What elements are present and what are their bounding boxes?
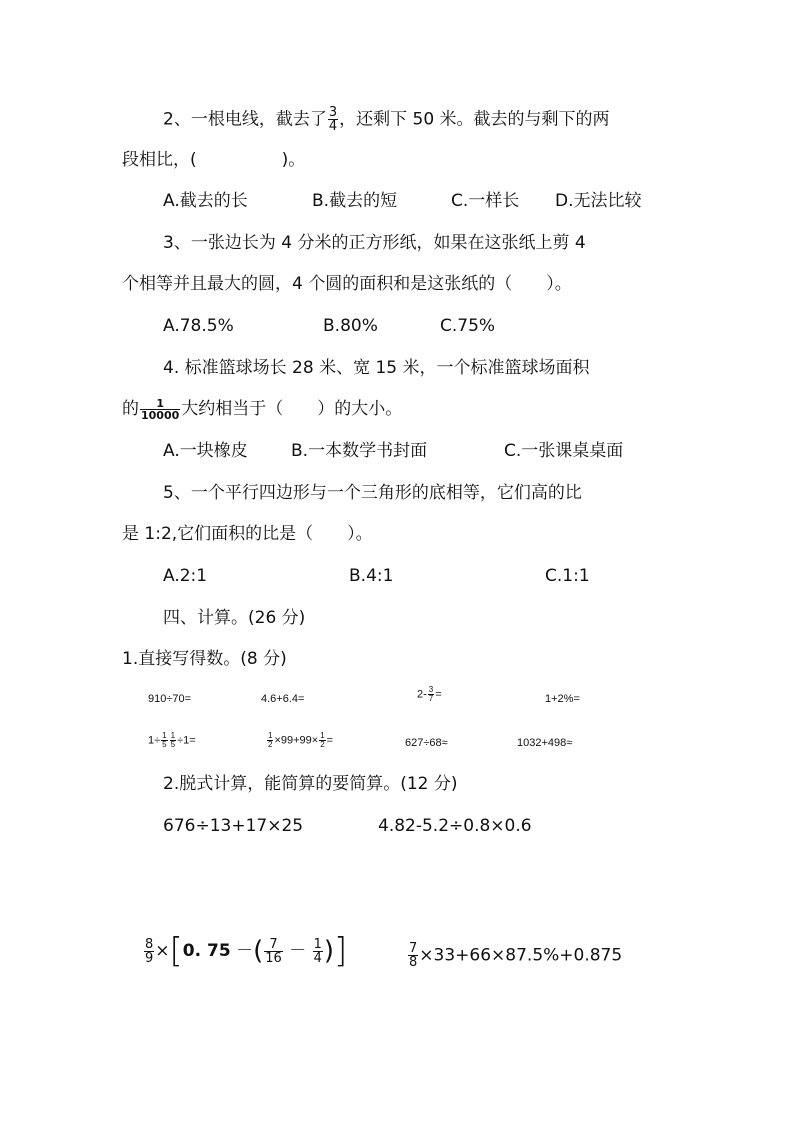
fraction: $\frac{8}{9}$: [145, 936, 154, 966]
q5-option-c: C.1:1: [545, 566, 590, 586]
q4-option-c: C.一张课桌桌面: [504, 441, 624, 461]
q5-option-a: A.2:1: [163, 566, 208, 586]
q4-option-b: B.一本数学书封面: [291, 441, 428, 461]
section-heading: 四、计算。(26 分): [163, 608, 306, 628]
subsection-heading: 1.直接写得数。(8 分): [122, 649, 287, 669]
q5-line2: 是 1:2,它们面积的比是（ ）。: [122, 524, 373, 544]
q5-option-b: B.4:1: [349, 566, 394, 586]
q3-line1: 3、一张边长为 4 分米的正方形纸，如果在这张纸上剪 4: [163, 233, 586, 253]
calc-expression-2: 4.82-5.2÷0.8×0.6: [378, 816, 532, 836]
fraction: $\frac{3}{4}$: [328, 105, 338, 134]
q3-option-a: A.78.5%: [163, 316, 234, 336]
q3-option-b: B.80%: [323, 316, 378, 336]
oral-item: 1÷ $\frac{1}{5}$ $\frac{1}{5}$ ÷1=: [148, 731, 196, 749]
fraction: $\frac{7}{16}$: [265, 936, 282, 966]
calc-expression-3: $\frac{8}{9}$ ×[0. 75 －( $\frac{7}{16}$ － $\frac{1}{4}$ )]: [145, 931, 348, 971]
q2-option-a: A.截去的长: [163, 191, 248, 211]
oral-item: 910÷70=: [148, 693, 192, 705]
fraction: $\frac{1}{5}$: [170, 731, 176, 749]
oral-item: 2- $\frac{3}{7}$ =: [417, 685, 442, 703]
fraction: $\frac{1}{2}$: [320, 731, 325, 749]
oral-item: 4.6+6.4=: [261, 693, 305, 705]
q4-line1: 4. 标准篮球场长 28 米、宽 15 米，一个标准篮球场面积: [163, 358, 590, 378]
q2-option-b: B.截去的短: [312, 191, 398, 211]
fraction: $\frac{1}{2}$: [268, 731, 273, 749]
q2-line1: 2、一根电线，截去了 $\frac{3}{4}$ ，还剩下 50 米。截去的与剩下的两: [163, 105, 610, 134]
q2-line2: 段相比，( )。: [122, 150, 306, 170]
oral-item: 1+2%=: [545, 693, 580, 705]
calc-expression-1: 676÷13+17×25: [163, 816, 304, 836]
fraction: $\frac{7}{8}$: [409, 941, 418, 970]
calc-expression-4: $\frac{7}{8}$ ×33+66×87.5%+0.875: [409, 941, 623, 970]
fraction: $\frac{1}{5}$: [162, 731, 167, 749]
oral-item: $\frac{1}{2}$ ×99+99× $\frac{1}{2}$ =: [268, 731, 334, 749]
q2-option-d: D.无法比较: [555, 191, 642, 211]
q4-option-a: A.一块橡皮: [163, 441, 248, 461]
q3-line2: 个相等并且最大的圆，4 个圆的面积和是这张纸的（ ）。: [122, 274, 572, 294]
subsection-heading: 2.脱式计算，能简算的要简算。(12 分): [163, 774, 458, 794]
fraction: $\frac{1}{10000}$: [141, 396, 180, 422]
fraction: $\frac{1}{4}$: [313, 936, 322, 966]
fraction: $\frac{3}{7}$: [428, 685, 434, 703]
oral-item: 627÷68≈: [405, 737, 448, 749]
q3-option-c: C.75%: [440, 316, 496, 336]
q4-line2: 的 $\frac{1}{10000}$ 大约相当于（ ）的大小。: [122, 396, 403, 422]
q2-option-c: C.一样长: [451, 191, 520, 211]
oral-item: 1032+498≈: [517, 737, 573, 749]
q5-line1: 5、一个平行四边形与一个三角形的底相等，它们高的比: [163, 483, 582, 503]
